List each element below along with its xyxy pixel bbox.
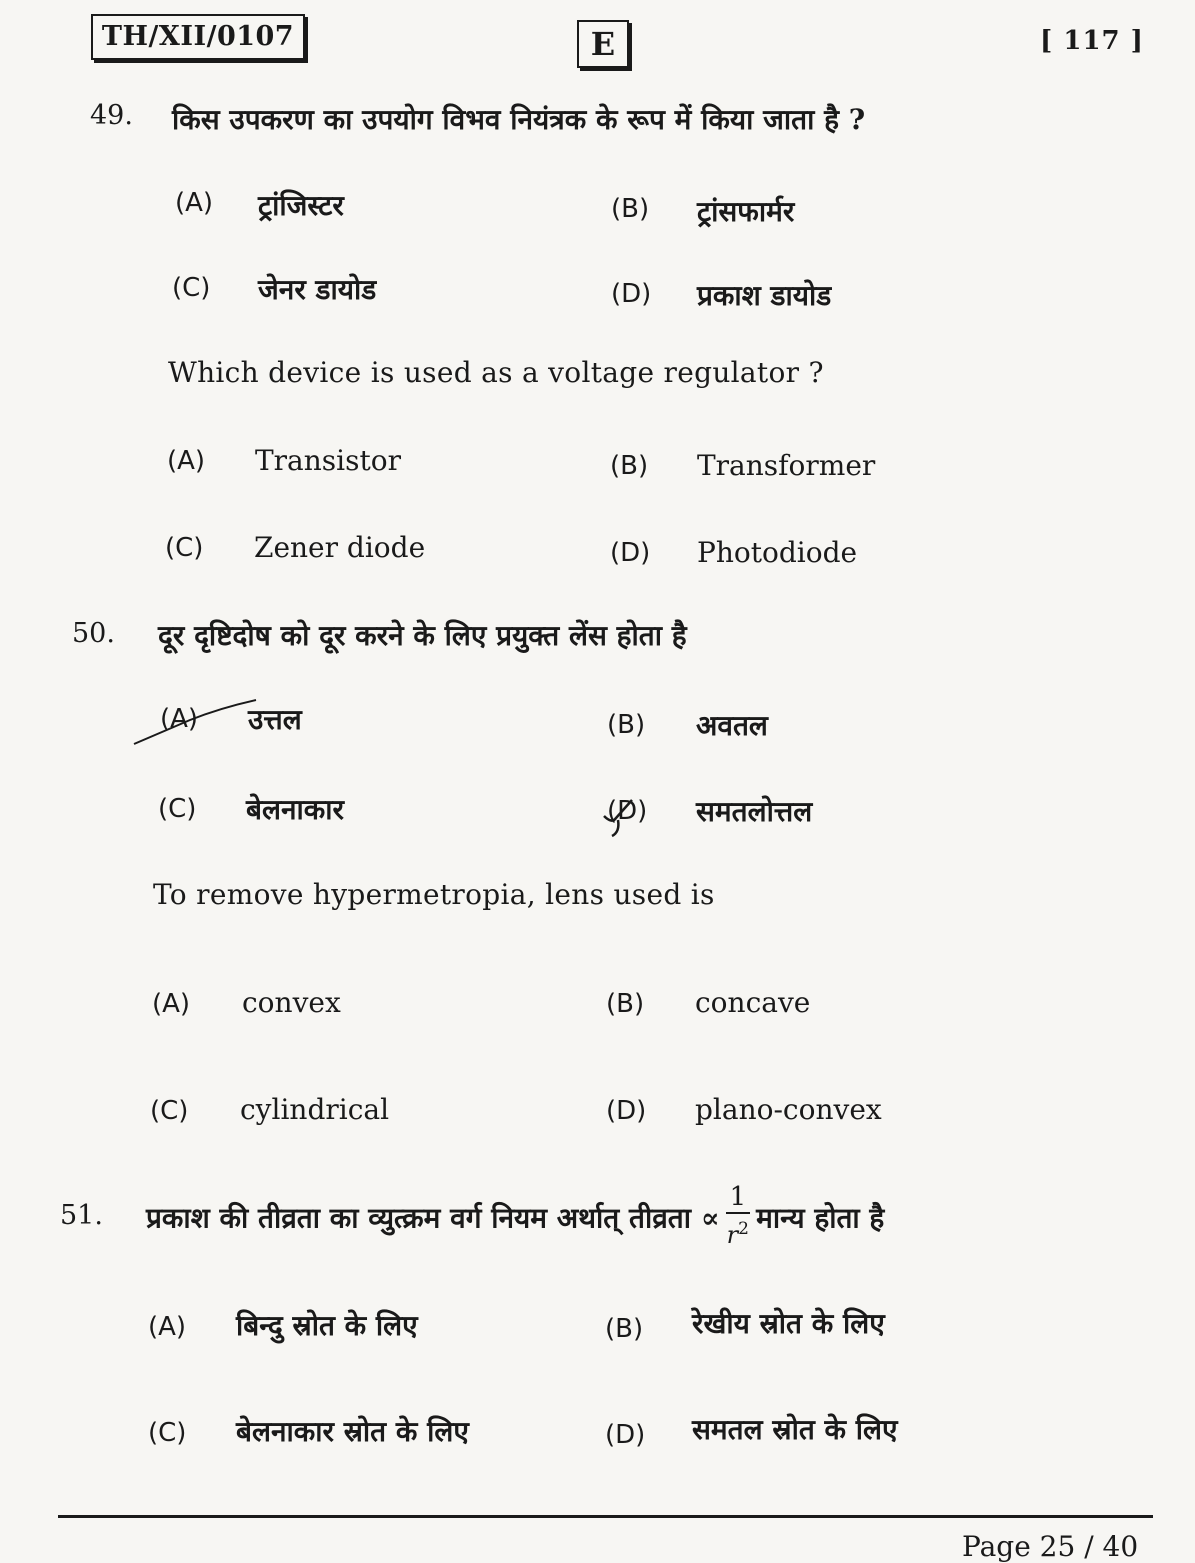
page-footer: Page 25 / 40 (962, 1530, 1139, 1563)
option-label: (C) (172, 273, 211, 303)
option-text: convex (242, 986, 341, 1019)
option-label: (D) (611, 279, 652, 309)
question-text-before: प्रकाश की तीव्रता का व्युत्क्रम वर्ग नियम अर्थात् तीव्रता ∝ (146, 1201, 720, 1235)
option-text: समतल स्रोत के लिए (692, 1413, 898, 1446)
footer-rule (58, 1515, 1153, 1518)
option-text: समतलोत्तल (696, 795, 813, 828)
question-text-english: To remove hypermetropia, lens used is (153, 878, 715, 911)
option-label: (D) (606, 1096, 647, 1126)
option-text: Photodiode (697, 536, 858, 569)
set-code: E (577, 20, 629, 68)
option-text: Transistor (255, 444, 401, 477)
option-text: प्रकाश डायोड (697, 279, 832, 312)
option-label: (D) (605, 1420, 646, 1450)
paper-code: TH/XII/0107 (91, 14, 305, 60)
fraction-denominator (726, 1214, 751, 1250)
option-label: (A) (167, 446, 206, 476)
option-text: cylindrical (240, 1093, 390, 1126)
option-text: अवतल (696, 709, 768, 742)
option-text: ट्रांजिस्टर (258, 189, 344, 222)
question-text-hindi (146, 1182, 885, 1254)
option-label: (C) (158, 794, 197, 824)
option-text: बेलनाकार (246, 793, 344, 826)
option-label: (A) (175, 188, 214, 218)
option-text: plano-convex (695, 1093, 882, 1126)
option-text: बिन्दु स्रोत के लिए (236, 1309, 418, 1342)
option-label: (B) (605, 1314, 644, 1344)
fraction-variable: r (726, 1221, 739, 1249)
page-marker: [ 117 ] (1040, 26, 1144, 56)
question-number: 51. (60, 1200, 103, 1231)
option-label: (A) (160, 704, 199, 734)
option-label: (B) (610, 451, 649, 481)
fraction-numerator: 1 (726, 1182, 751, 1214)
question-text-hindi: किस उपकरण का उपयोग विभव नियंत्रक के रूप में किया जाता है ? (172, 103, 866, 136)
question-number: 49. (90, 100, 133, 131)
option-text: बेलनाकार स्रोत के लिए (236, 1415, 469, 1448)
option-text: रेखीय स्रोत के लिए (692, 1307, 885, 1340)
option-label: (C) (150, 1096, 189, 1126)
question-text-after: मान्य होता है (756, 1201, 885, 1235)
option-label: (B) (611, 194, 650, 224)
option-text: उत्तल (248, 703, 302, 736)
option-label: (A) (152, 989, 191, 1019)
option-label: (B) (607, 710, 646, 740)
option-label: (C) (165, 533, 204, 563)
option-text: Transformer (697, 449, 876, 482)
option-text: Zener diode (254, 531, 426, 564)
question-text-hindi: दूर दृष्टिदोष को दूर करने के लिए प्रयुक्त लेंस होता है (158, 619, 687, 652)
option-label: (A) (148, 1312, 187, 1342)
question-text-english: Which device is used as a voltage regulator ? (168, 356, 824, 389)
question-number: 50. (72, 618, 115, 649)
option-text: concave (695, 986, 811, 1019)
option-label: (B) (606, 989, 645, 1019)
option-text: ट्रांसफार्मर (697, 195, 795, 228)
inverse-square-fraction (726, 1182, 751, 1250)
option-label: (D) (607, 796, 648, 826)
option-label: (D) (610, 538, 651, 568)
fraction-exponent: 2 (738, 1219, 749, 1239)
option-text: जेनर डायोड (258, 273, 377, 306)
option-label: (C) (148, 1418, 187, 1448)
